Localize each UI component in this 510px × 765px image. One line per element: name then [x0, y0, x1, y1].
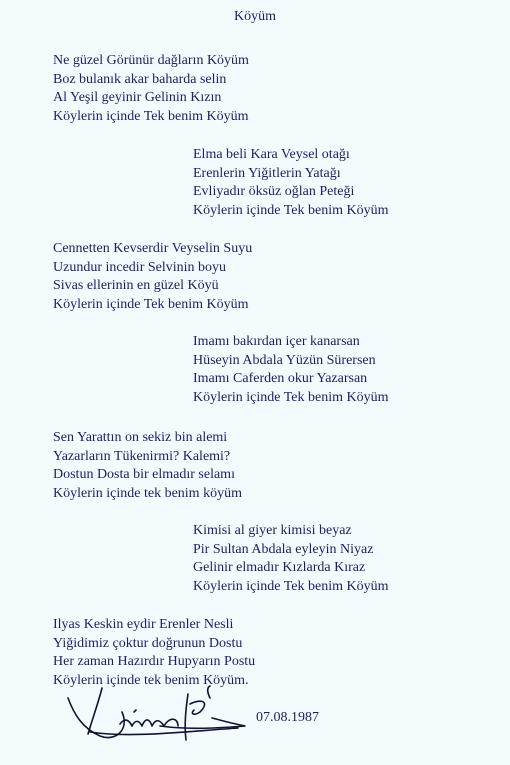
handwritten-signature: [60, 668, 280, 753]
poem-line: Her zaman Hazırdır Hupyarın Postu: [53, 654, 256, 669]
poem-line: Köylerin içinde Tek benim Köyüm: [193, 389, 389, 405]
poem-line: Yazarların Tükenirmi? Kalemi?: [53, 448, 231, 464]
stanza-4: [193, 333, 389, 407]
stanza-3: [53, 240, 252, 314]
poem-line: Ilyas Keskin eydir Erenler Nesli: [53, 617, 234, 632]
poem-line: Sen Yarattın on sekiz bin alemi: [53, 430, 228, 445]
stanza-1: [53, 52, 249, 126]
poem-line: Köylerin içinde Tek benim Köyüm: [193, 578, 389, 594]
poem-line: Dostun Dosta bir elmadır selamı: [53, 467, 235, 482]
poem-line: Cennetten Kevserdir Veyselin Suyu: [53, 241, 253, 256]
poem-line: Hüseyin Abdala Yüzün Sürersen: [193, 352, 376, 368]
poem-line: Kimisi al giyer kimisi beyaz: [193, 523, 352, 538]
date-stamp: 07.08.1987: [256, 710, 319, 725]
poem-line: Imamı bakırdan içer kanarsan: [193, 334, 360, 349]
stanza-2: [193, 146, 389, 220]
poem-line: Imamı Caferden okur Yazarsan: [193, 371, 368, 386]
poem-line: Uzundur incedir Selvinin boyu: [53, 259, 227, 275]
poem-line: Boz bulanık akar baharda selin: [53, 71, 227, 87]
poem-line: Köylerin içinde tek benim köyüm: [53, 485, 242, 501]
poem-line: Erenlerin Yiğitlerin Yatağı: [193, 165, 341, 181]
poem-line: Al Yeşil geyinir Gelinin Kızın: [53, 90, 222, 105]
poem-line: Gelinir elmadır Kızlarda Kıraz: [193, 560, 366, 575]
poem-line: Evliyadır öksüz oğlan Peteği: [193, 184, 355, 199]
poem-line: Köylerin içinde Tek benim Köyüm: [193, 202, 389, 218]
stanza-6: [193, 522, 389, 596]
poem-line: Elma beli Kara Veysel otağı: [193, 147, 350, 162]
stanza-5: [53, 429, 242, 503]
poem-line: Sivas ellerinin en güzel Köyü: [53, 278, 219, 293]
poem-title: Köyüm: [234, 9, 276, 24]
poem-line: Yiğidimiz çoktur doğrunun Dostu: [53, 635, 243, 651]
poem-line: Pir Sultan Abdala eyleyin Niyaz: [193, 541, 374, 557]
poem-line: Köylerin içinde tek benim Köyüm.: [53, 672, 249, 688]
poem-line: Ne güzel Görünür dağların Köyüm: [53, 53, 249, 68]
poem-line: Köylerin içinde Tek benim Köyüm: [53, 296, 249, 312]
poem-line: Köylerin içinde Tek benim Köyüm: [53, 108, 249, 124]
